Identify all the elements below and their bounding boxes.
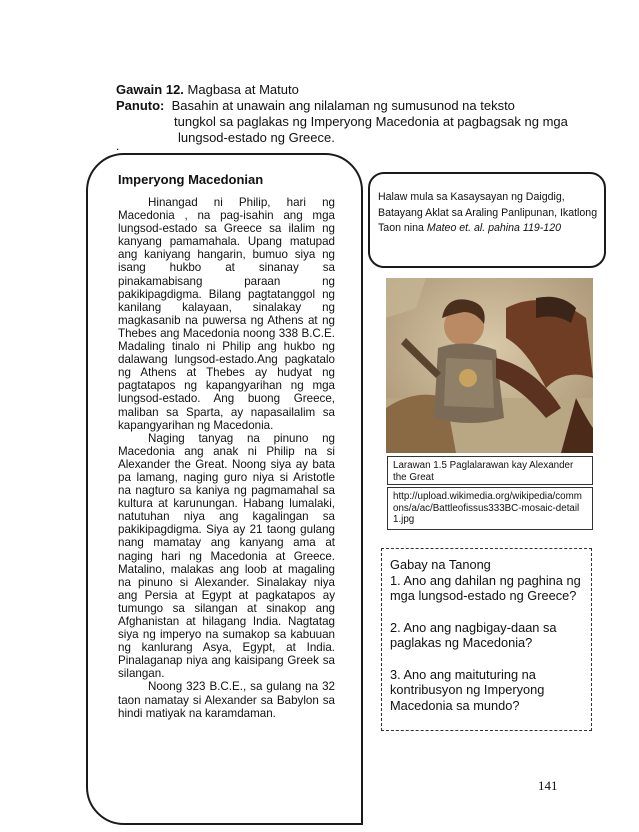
paragraph-3: Noong 323 B.C.E., sa gulang na 32 taon namatay si Alexander sa Babylon sa hindi matiyak na karamdaman.: [118, 680, 335, 720]
alexander-mosaic-image: [386, 278, 593, 453]
reading-title: Imperyong Macedonian: [118, 172, 264, 187]
image-caption: Larawan 1.5 Paglalarawan kay Alexander the Great: [387, 456, 593, 485]
source-italic: Mateo et. al. pahina 119-120: [426, 222, 561, 234]
reading-text: [118, 196, 335, 720]
instruction-line-1: Basahin at unawain ang nilalaman ng sumusunod na teksto: [171, 98, 515, 113]
guide-questions-box: [381, 548, 592, 731]
instruction-label: Panuto:: [116, 98, 165, 113]
paragraph-1: Hinangad ni Philip, hari ng Macedonia , na pag-isahin ang mga lungsod-estado sa Greece sa ilalim ng kanyang pamamahala. Upang matupad ang kaniyang hangarin, bumuo siya ng isang hukbo at sinanay sa pinakamabisang paraan ng pakikipagdigma. Bilang pagtatanggol ng kanilang kalayaan, sinalakay ng magkasanib na puwersa ng Athens at ng Thebes ang Macedonia noong 338 B.C.E. Madaling tinalo ni Philip ang hukbo ng dalawang lungsod-estado.Ang pagkatalo ng Athens at Thebes ay hudyat ng pagtatapos ng kapangyarihan ng mga lungsod-estado. Ang buong Greece, maliban sa Sparta, ay napasailalim sa kapangyarihan ng Macedonia.: [118, 196, 335, 432]
page-number: 141: [538, 778, 558, 793]
source-citation: [378, 190, 598, 237]
guide-question-2: 2. Ano ang nagbigay-daan sa paglakas ng Macedonia?: [390, 619, 557, 650]
activity-title: Magbasa at Matuto: [187, 82, 299, 97]
activity-label: Gawain 12.: [116, 82, 184, 97]
source-text: Halaw mula sa Kasaysayan ng Daigdig, Batayang Aklat sa Araling Panlipunan, Ikatlong Taon nina: [378, 191, 598, 234]
image-source-url: http://upload.wikimedia.org/wikipedia/commons/a/ac/Battleofissus333BC-mosaic-detail1.jpg: [387, 487, 593, 530]
paragraph-2: Naging tanyag na pinuno ng Macedonia ang anak ni Philip na si Alexander the Great. Noong siya ay bata pa lamang, naging guro niya si Aristotle na nagturo sa kaniya ng pagmamahal sa kultura at karunungan. Habang lumalaki, natutuhan niya ang kagalingan sa pakikipagdigma. Siya ay 21 taong gulang nang mamatay ang kanyang ama at naging hari ng Macedonia at Greece. Matalino, malakas ang loob at magaling na pinuno si Alexander. Sinalakay niya ang Persia at Egypt at pagkatapos ay tumungo sa silangan at sinakop ang Afghanistan at hilagang India. Nagtatag siya ng imperyo na sumakop sa kabuuan ng kanlurang Asya, Egypt, at India. Pinalaganap niya ang kaisipang Greek sa silangan.: [118, 431, 335, 681]
stray-dot: .: [116, 139, 120, 153]
instruction-line-3: lungsod-estado ng Greece.: [178, 130, 335, 145]
guide-question-1: 1. Ano ang dahilan ng paghina ng mga lungsod-estado ng Greece?: [390, 572, 581, 603]
guide-question-3: 3. Ano ang maituturing na kontribusyon ng Imperyong Macedonia sa mundo?: [390, 666, 545, 713]
activity-header: [116, 82, 586, 146]
instruction-line-2: tungkol sa paglakas ng Imperyong Macedonia at pagbagsak ng mga: [174, 114, 568, 129]
guide-title: Gabay na Tanong: [390, 557, 491, 572]
